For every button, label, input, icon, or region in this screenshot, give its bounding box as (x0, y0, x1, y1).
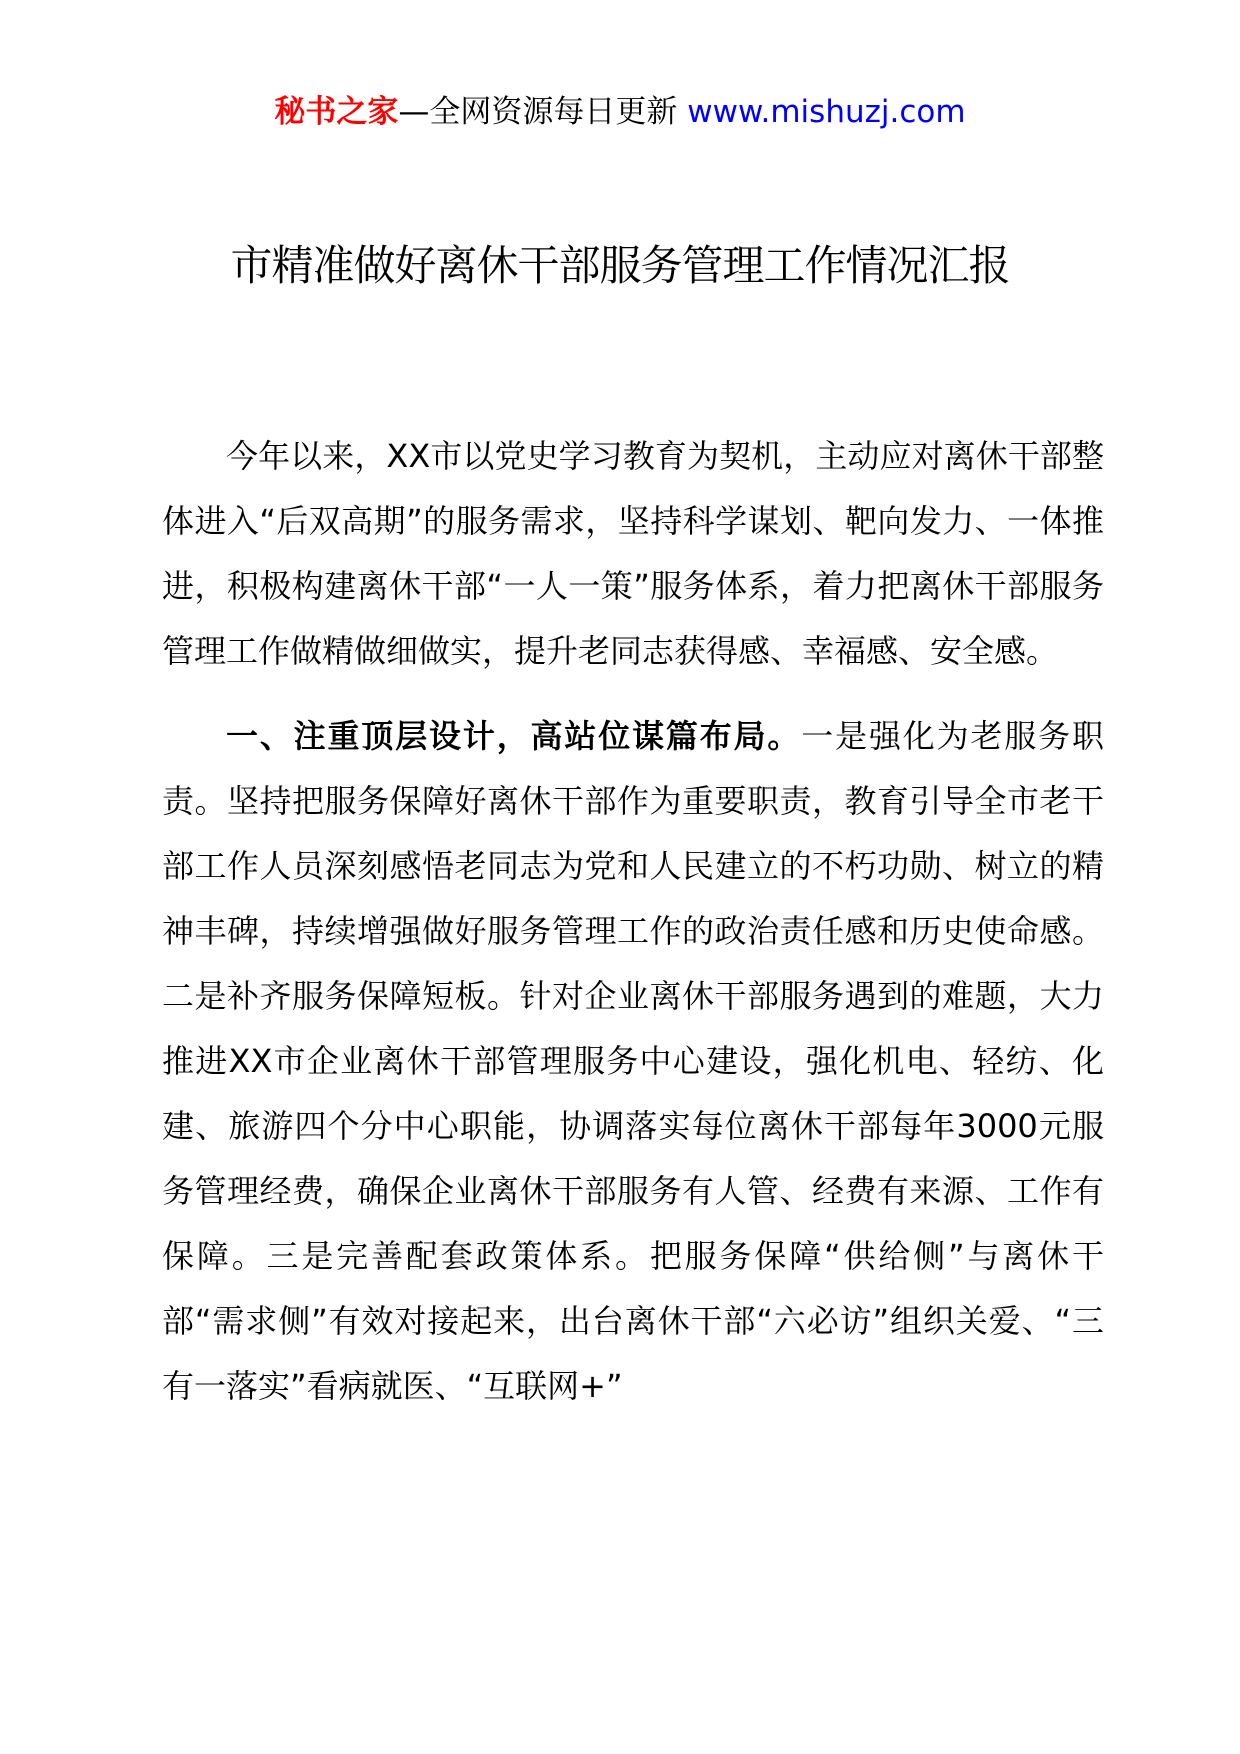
document-body (162, 424, 1104, 1419)
section-1-body: 一是强化为老服务职责。坚持把服务保障好离休干部作为重要职责，教育引导全市老干部工作人员深刻感悟老同志为党和人民建立的不朽功勋、树立的精神丰碑，持续增强做好服务管理工作的政治责任感和历史使命感。二是补齐服务保障短板。针对企业离休干部服务遇到的难题，大力推进XX市企业离休干部管理服务中心建设，强化机电、轻纺、化建、旅游四个分中心职能，协调落实每位离休干部每年3000元服务管理经费，确保企业离休干部服务有人管、经费有来源、工作有保障。三是完善配套政策体系。把服务保障“供给侧”与离休干部“需求侧”有效对接起来，出台离休干部“六必访”组织关爱、“三有一落实”看病就医、“互联网+” (162, 717, 1104, 1405)
site-url-link[interactable]: www.mishuzj.com (687, 94, 966, 130)
site-slogan: —全网资源每日更新 (398, 94, 688, 130)
site-header (0, 92, 1240, 132)
paragraph-section-1 (162, 704, 1104, 1419)
site-brand: 秘书之家 (274, 94, 399, 130)
section-1-heading: 一、注重顶层设计，高站位谋篇布局。 (226, 717, 802, 755)
paragraph-intro: 今年以来，XX市以党史学习教育为契机，主动应对离休干部整体进入“后双高期”的服务需求，坚持科学谋划、靶向发力、一体推进，积极构建离休干部“一人一策”服务体系，着力把离休干部服务管理工作做精做细做实，提升老同志获得感、幸福感、安全感。 (162, 437, 1104, 670)
document-title: 市精准做好离休干部服务管理工作情况汇报 (230, 241, 1010, 290)
